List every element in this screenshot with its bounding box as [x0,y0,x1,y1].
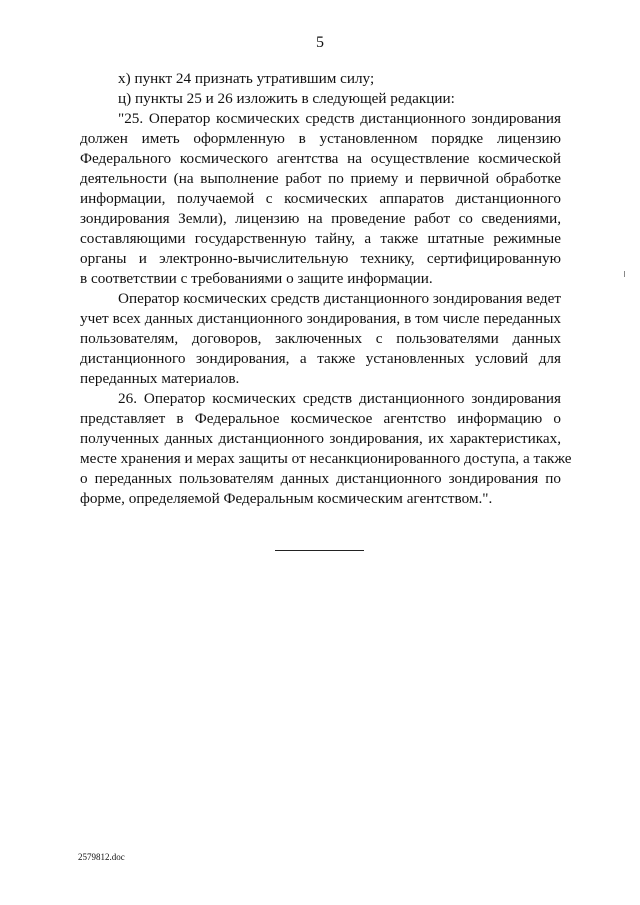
paragraph-25-line: составляющими государственную тайну, а также штатные режимные [80,230,561,247]
paragraph-26-line: форме, определяемой Федеральным космическим агентством.". [80,490,493,507]
paragraph-operator-line: переданных материалов. [80,370,240,387]
paragraph-25-line: в соответствии с требованиями о защите информации. [80,270,433,287]
paragraph-operator-line: дистанционного зондирования, а также установленных условий для [80,350,561,367]
paragraph-26-line: представляет в Федеральное космическое агентство информацию о [80,410,561,427]
paragraph-operator-line: Оператор космических средств дистанционного зондирования ведет [118,290,561,307]
paragraph-operator-line: пользователям, договоров, заключенных с пользователями данных [80,330,561,347]
paragraph-25-line: должен иметь оформленную в установленном порядке лицензию [80,130,561,147]
paragraph-26-line: 26. Оператор космических средств дистанционного зондирования [118,390,561,407]
paragraph-26-line: полученных данных дистанционного зондирования, их характеристиках, [80,430,561,447]
footer-filename: 2579812.doc [78,852,125,862]
paragraph-25-line: зондирования Земли), лицензию на проведение работ со сведениями, [80,210,561,227]
paragraph-26-line: месте хранения и мерах защиты от несанкционированного доступа, а также [80,450,572,467]
page-number: 5 [316,34,324,51]
paragraph-25-line: органы и электронно-вычислительную технику, сертифицированную [80,250,561,267]
paragraph-operator-line: учет всех данных дистанционного зондирования, в том числе переданных [80,310,561,327]
item-x: х) пункт 24 признать утратившим силу; [118,70,375,87]
margin-mark [624,271,625,277]
separator-line [275,550,364,551]
item-ts: ц) пункты 25 и 26 изложить в следующей редакции: [118,90,455,107]
paragraph-25-line: информации, получаемой с космических аппаратов дистанционного [80,190,561,207]
document-body [80,69,572,509]
paragraph-25-line: Федерального космического агентства на осуществление космической [80,150,561,167]
paragraph-25-line: деятельности (на выполнение работ по приему и первичной обработке [80,170,561,187]
paragraph-25-line: "25. Оператор космических средств дистанционного зондирования [118,110,561,127]
paragraph-26-line: о переданных пользователям данных дистанционного зондирования по [80,470,561,487]
